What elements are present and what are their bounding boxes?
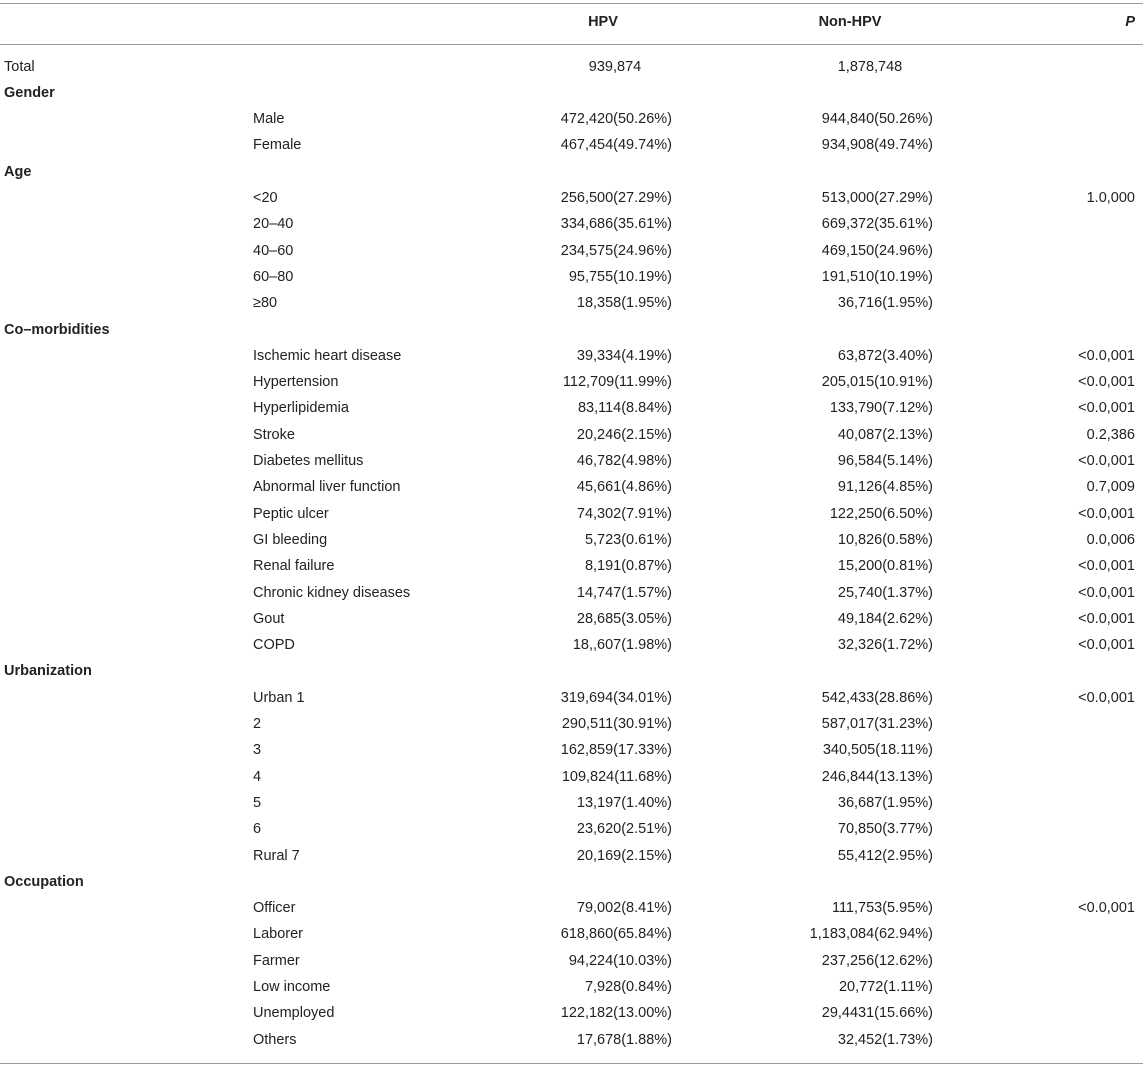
row-sublabel-cell: Abnormal liver function: [253, 479, 401, 496]
table-row: [0, 185, 1143, 211]
hpv-value-cell: 83,114(8.84%): [577, 400, 672, 417]
hpv-value-cell: 39,334(4.19%): [576, 347, 672, 364]
non-hpv-value-cell: 542,433(28.86%): [821, 689, 933, 706]
p-value-cell: 1.0,000: [1086, 190, 1135, 206]
hpv-value-cell: 95,755(10.19%): [568, 268, 672, 285]
row-sublabel-cell: Stroke: [253, 426, 295, 443]
table-row: [0, 974, 1143, 1000]
table-row: [0, 790, 1143, 816]
row-sublabel-cell: 6: [253, 821, 262, 838]
non-hpv-value-cell: 1,878,748: [837, 58, 903, 75]
table-row: [0, 422, 1143, 448]
hpv-value-cell: 7,928(0.84%): [584, 979, 672, 995]
p-value-cell: 0.0,006: [1086, 531, 1135, 548]
non-hpv-value-cell: 20,772(1.11%): [838, 979, 933, 995]
section-row: [0, 80, 1143, 106]
table-row: [0, 553, 1143, 579]
table-row: [0, 764, 1143, 790]
row-sublabel-cell: COPD: [253, 637, 295, 654]
table-row: [0, 54, 1143, 80]
non-hpv-value-cell: 587,017(31.23%): [821, 716, 933, 732]
hpv-value-cell: 112,709(11.99%): [562, 374, 672, 391]
p-value-cell: 0.7,009: [1086, 479, 1135, 496]
non-hpv-value-cell: 944,840(50.26%): [821, 111, 933, 128]
hpv-value-cell: 20,246(2.15%): [576, 426, 672, 443]
table-row: [0, 264, 1143, 290]
row-sublabel-cell: Low income: [253, 979, 331, 995]
row-sublabel-cell: Unemployed: [253, 1005, 335, 1022]
table-row: [0, 448, 1143, 474]
table-row: [0, 290, 1143, 316]
p-value-cell: <0.0,001: [1078, 610, 1135, 627]
row-sublabel-cell: Officer: [253, 900, 296, 917]
row-label-cell: Occupation: [4, 873, 84, 890]
row-sublabel-cell: 60–80: [253, 268, 294, 285]
table-row: [0, 343, 1143, 369]
table-row: [0, 895, 1143, 921]
row-label-cell: Urbanization: [4, 663, 92, 680]
section-row: [0, 317, 1143, 343]
row-sublabel-cell: Ischemic heart disease: [253, 347, 402, 364]
table-row: [0, 711, 1143, 737]
hpv-value-cell: 256,500(27.29%): [560, 190, 672, 206]
row-sublabel-cell: Chronic kidney diseases: [253, 584, 411, 601]
hpv-value-cell: 290,511(30.91%): [561, 716, 672, 732]
row-label-cell: Co–morbidities: [4, 321, 110, 338]
row-sublabel-cell: 20–40: [253, 216, 294, 233]
hpv-value-cell: 319,694(34.01%): [560, 689, 672, 706]
row-sublabel-cell: Laborer: [253, 926, 303, 943]
hpv-value-cell: 20,169(2.15%): [576, 847, 672, 864]
non-hpv-value-cell: 934,908(49.74%): [821, 137, 933, 154]
table-top-rule: [0, 3, 1143, 4]
section-row: [0, 869, 1143, 895]
non-hpv-value-cell: 91,126(4.85%): [837, 479, 933, 496]
non-hpv-value-cell: 63,872(3.40%): [837, 347, 933, 364]
hpv-value-cell: 234,575(24.96%): [560, 242, 672, 259]
non-hpv-value-cell: 15,200(0.81%): [837, 558, 933, 575]
header-hpv: HPV: [588, 14, 618, 30]
row-sublabel-cell: Others: [253, 1031, 297, 1048]
table-header-row: [0, 9, 1143, 35]
hpv-value-cell: 28,685(3.05%): [576, 610, 672, 627]
p-value-cell: <0.0,001: [1078, 689, 1135, 706]
hpv-value-cell: 13,197(1.40%): [576, 794, 672, 811]
hpv-value-cell: 162,859(17.33%): [560, 742, 672, 759]
non-hpv-value-cell: 191,510(10.19%): [821, 268, 933, 285]
p-value-cell: <0.0,001: [1078, 637, 1135, 654]
p-value-cell: <0.0,001: [1078, 347, 1135, 364]
hpv-value-cell: 122,182(13.00%): [560, 1005, 672, 1022]
section-row: [0, 159, 1143, 185]
hpv-value-cell: 94,224(10.03%): [568, 952, 672, 969]
table-row: [0, 737, 1143, 763]
hpv-value-cell: 334,686(35.61%): [560, 216, 672, 233]
p-value-cell: <0.0,001: [1078, 400, 1135, 417]
non-hpv-value-cell: 96,584(5.14%): [837, 453, 933, 469]
row-sublabel-cell: Peptic ulcer: [253, 505, 329, 522]
table-row: [0, 843, 1143, 869]
table-row: [0, 132, 1143, 158]
row-sublabel-cell: GI bleeding: [253, 531, 328, 548]
non-hpv-value-cell: 32,326(1.72%): [837, 637, 933, 654]
p-value-cell: <0.0,001: [1078, 584, 1135, 601]
hpv-value-cell: 14,747(1.57%): [576, 584, 672, 601]
table-row: [0, 921, 1143, 947]
hpv-value-cell: 45,661(4.86%): [576, 479, 672, 496]
non-hpv-value-cell: 25,740(1.37%): [837, 584, 933, 601]
hpv-value-cell: 109,824(11.68%): [561, 768, 672, 785]
table-row: [0, 527, 1143, 553]
table-row: [0, 632, 1143, 658]
row-sublabel-cell: <20: [253, 190, 278, 206]
row-sublabel-cell: 2: [253, 716, 262, 732]
hpv-value-cell: 79,002(8.41%): [576, 900, 672, 917]
row-sublabel-cell: 40–60: [253, 242, 294, 259]
row-label-cell: Gender: [4, 84, 55, 101]
table-row: [0, 474, 1143, 500]
hpv-value-cell: 472,420(50.26%): [560, 111, 672, 128]
non-hpv-value-cell: 133,790(7.12%): [829, 400, 933, 417]
row-sublabel-cell: Diabetes mellitus: [253, 453, 364, 469]
non-hpv-value-cell: 340,505(18.11%): [822, 742, 933, 759]
non-hpv-value-cell: 111,753(5.95%): [831, 900, 933, 917]
hpv-value-cell: 5,723(0.61%): [584, 531, 672, 548]
non-hpv-value-cell: 205,015(10.91%): [821, 374, 933, 391]
table-bottom-rule: [0, 1063, 1143, 1064]
row-sublabel-cell: ≥80: [253, 295, 278, 312]
hpv-value-cell: 467,454(49.74%): [560, 137, 672, 154]
table-row: [0, 685, 1143, 711]
row-sublabel-cell: Hyperlipidemia: [253, 400, 349, 417]
table-row: [0, 1000, 1143, 1026]
table-row: [0, 238, 1143, 264]
row-sublabel-cell: Female: [253, 137, 302, 154]
row-sublabel-cell: Urban 1: [253, 689, 305, 706]
p-value-cell: <0.0,001: [1078, 453, 1135, 469]
table-header-rule: [0, 44, 1143, 45]
non-hpv-value-cell: 246,844(13.13%): [821, 768, 933, 785]
table-row: [0, 948, 1143, 974]
table-row: [0, 211, 1143, 237]
row-sublabel-cell: 4: [253, 768, 262, 785]
non-hpv-value-cell: 36,687(1.95%): [837, 794, 933, 811]
hpv-value-cell: 18,358(1.95%): [576, 295, 672, 312]
table-row: [0, 395, 1143, 421]
non-hpv-value-cell: 469,150(24.96%): [821, 242, 933, 259]
p-value-cell: <0.0,001: [1078, 374, 1135, 391]
non-hpv-value-cell: 49,184(2.62%): [837, 610, 933, 627]
table-row: [0, 1027, 1143, 1053]
hpv-value-cell: 74,302(7.91%): [576, 505, 672, 522]
hpv-value-cell: 46,782(4.98%): [576, 453, 672, 469]
non-hpv-value-cell: 10,826(0.58%): [837, 531, 933, 548]
table-row: [0, 106, 1143, 132]
row-sublabel-cell: 3: [253, 742, 262, 759]
non-hpv-value-cell: 55,412(2.95%): [837, 847, 933, 864]
p-value-cell: <0.0,001: [1078, 900, 1135, 917]
non-hpv-value-cell: 513,000(27.29%): [821, 190, 933, 206]
p-value-cell: 0.2,386: [1086, 426, 1135, 443]
hpv-value-cell: 23,620(2.51%): [576, 821, 672, 838]
non-hpv-value-cell: 122,250(6.50%): [829, 505, 933, 522]
non-hpv-value-cell: 36,716(1.95%): [837, 295, 933, 312]
header-p-value: P: [1125, 14, 1135, 30]
table-row: [0, 501, 1143, 527]
non-hpv-value-cell: 237,256(12.62%): [821, 952, 933, 969]
p-value-cell: <0.0,001: [1078, 505, 1135, 522]
table-row: [0, 606, 1143, 632]
section-row: [0, 658, 1143, 684]
row-sublabel-cell: Renal failure: [253, 558, 335, 575]
table-row: [0, 369, 1143, 395]
row-sublabel-cell: Hypertension: [253, 374, 339, 391]
row-label-cell: Age: [4, 163, 32, 180]
hpv-value-cell: 17,678(1.88%): [576, 1031, 672, 1048]
row-sublabel-cell: Gout: [253, 610, 285, 627]
non-hpv-value-cell: 32,452(1.73%): [837, 1031, 933, 1048]
row-sublabel-cell: Farmer: [253, 952, 300, 969]
row-sublabel-cell: Male: [253, 111, 285, 128]
non-hpv-value-cell: 669,372(35.61%): [821, 216, 933, 233]
hpv-value-cell: 618,860(65.84%): [560, 926, 672, 943]
header-non-hpv: Non-HPV: [818, 14, 882, 30]
row-sublabel-cell: 5: [253, 794, 262, 811]
non-hpv-value-cell: 70,850(3.77%): [837, 821, 933, 838]
row-label-cell: Total: [4, 58, 35, 75]
row-sublabel-cell: Rural 7: [253, 847, 300, 864]
non-hpv-value-cell: 40,087(2.13%): [837, 426, 933, 443]
non-hpv-value-cell: 29,4431(15.66%): [821, 1005, 933, 1022]
non-hpv-value-cell: 1,183,084(62.94%): [809, 926, 933, 943]
table-row: [0, 816, 1143, 842]
hpv-value-cell: 18,,607(1.98%): [572, 637, 672, 654]
hpv-value-cell: 939,874: [588, 58, 642, 75]
hpv-value-cell: 8,191(0.87%): [584, 558, 672, 575]
table-row: [0, 580, 1143, 606]
p-value-cell: <0.0,001: [1078, 558, 1135, 575]
